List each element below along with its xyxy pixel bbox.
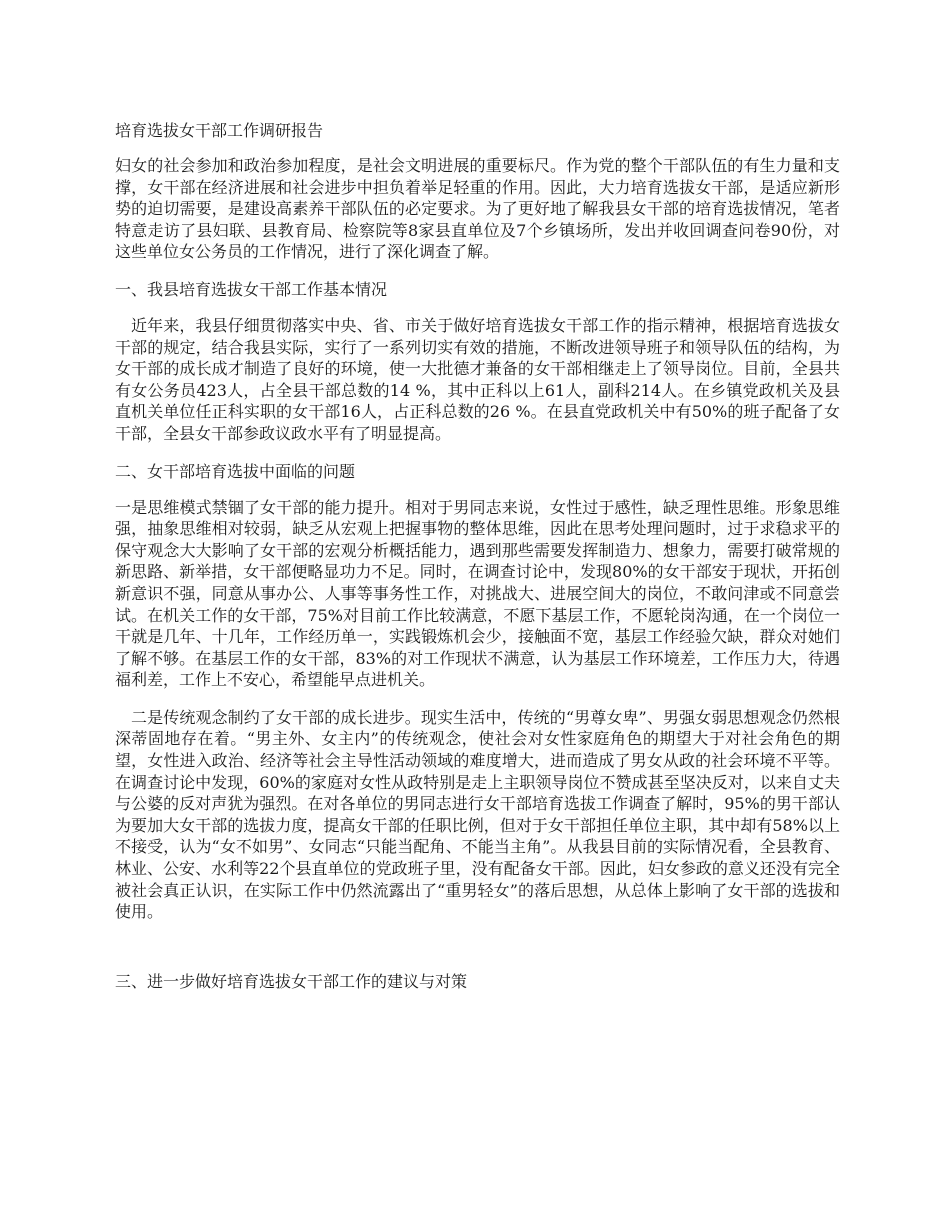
intro-paragraph: 妇女的社会参加和政治参加程度，是社会文明进展的重要标尺。作为党的整个干部队伍的有生力量和支撑，女干部在经济进展和社会进步中担负着举足轻重的作用。因此，大力培育选拔女干部，是适应新形势的迫切需要，是建设高素养干部队伍的必定要求。为了更好地了解我县女干部的培育选拔情况，笔者特意走访了县妇联、县教育局、检察院等8家县直单位及7个乡镇场所，发出并收回调查问卷90份，对这些单位女公务员的工作情况，进行了深化调查了解。 <box>115 156 840 262</box>
document-title: 培育选拔女干部工作调研报告 <box>115 121 324 140</box>
section-1-paragraph: 近年来，我县仔细贯彻落实中央、省、市关于做好培育选拔女干部工作的指示精神，根据培育选拔女干部的规定，结合我县实际，实行了一系列切实有效的措施，不断改进领导班子和领导队伍的结构，为女干部的成长成才制造了良好的环境，使一大批德才兼备的女干部相继走上了领导岗位。目前，全县共有女公务员423人，占全县干部总数的14 %，其中正科以上61人，副科214人。在乡镇党政机关及县直机关单位任正科实职的女干部16人，占正科总数的26 %。在县直党政机关中有50%的班子配备了女干部，全县女干部参政议政水平有了明显提高。 <box>115 315 840 443</box>
section-2-paragraph-1: 一是思维模式禁锢了女干部的能力提升。相对于男同志来说，女性过于感性，缺乏理性思维。形象思维强，抽象思维相对较弱，缺乏从宏观上把握事物的整体思维，因此在思考处理问题时，过于求稳求平的保守观念大大影响了女干部的宏观分析概括能力，遇到那些需要发挥制造力、想象力，需要打破常规的新思路、新举措，女干部便略显功力不足。同时，在调查讨论中，发现80%的女干部安于现状，开拓创新意识不强，同意从事办公、人事等事务性工作，对挑战大、进展空间大的岗位，不敢问津或不同意尝试。在机关工作的女干部，75%对目前工作比较满意，不愿下基层工作，不愿轮岗沟通，在一个岗位一干就是几年、十几年，工作经历单一，实践锻炼机会少，接触面不宽，基层工作经验欠缺，群众对她们了解不够。在基层工作的女干部，83%的对工作现状不满意，认为基层工作环境差，工作压力大，待遇福利差，工作上不安心，希望能早点进机关。 <box>115 497 840 690</box>
section-3-heading: 三、进一步做好培育选拔女干部工作的建议与对策 <box>115 971 468 991</box>
section-1-heading: 一、我县培育选拔女干部工作基本情况 <box>115 279 388 299</box>
document-page <box>115 120 840 1007</box>
section-2-paragraph-2: 二是传统观念制约了女干部的成长进步。现实生活中，传统的“男尊女卑”、男强女弱思想观念仍然根深蒂固地存在着。“男主外、女主内”的传统观念，使社会对女性家庭角色的期望大于对社会角色的期望，女性进入政治、经济等社会主导性活动领域的难度增大，进而造成了男女从政的社会环境不平等。在调查讨论中发现，60%的家庭对女性从政特别是走上主职领导岗位不赞成甚至坚决反对，以来自丈夫与公婆的反对声犹为强烈。在对各单位的男同志进行女干部培育选拔工作调查了解时，95%的男干部认为要加大女干部的选拔力度，提高女干部的任职比例，但对于女干部担任单位主职，其中却有58%以上不接受，认为“女不如男”、女同志“只能当配角、不能当主角”。从我县目前的实际情况看，全县教育、林业、公安、水利等22个县直单位的党政班子里，没有配备女干部。因此，妇女参政的意义还没有完全被社会真正认识，在实际工作中仍然流露出了“重男轻女”的落后思想，从总体上影响了女干部的选拔和使用。 <box>115 707 840 922</box>
section-2-heading: 二、女干部培育选拔中面临的问题 <box>115 461 356 481</box>
